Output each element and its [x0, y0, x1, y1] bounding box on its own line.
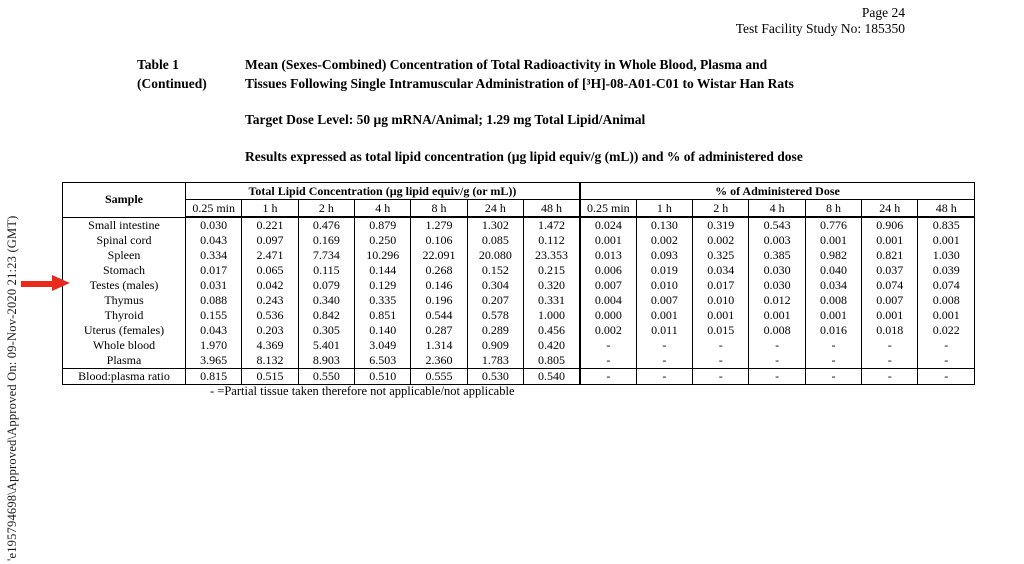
cell-conc: 0.221 [242, 217, 298, 233]
cell-conc: 3.049 [355, 338, 411, 353]
table-label [137, 56, 245, 167]
cell-conc: 0.088 [186, 293, 242, 308]
cell-conc: 2.471 [242, 248, 298, 263]
cell-pct: - [805, 338, 861, 353]
dose-level-line: Target Dose Level: 50 µg mRNA/Animal; 1.29 mg Total Lipid/Animal [245, 111, 646, 127]
cell-pct: 0.074 [918, 278, 975, 293]
cell-pct: 1.030 [918, 248, 975, 263]
cell-conc: 0.851 [355, 308, 411, 323]
cell-pct: 0.319 [693, 217, 749, 233]
cell-conc: 1.000 [524, 308, 580, 323]
cell-pct: 0.017 [693, 278, 749, 293]
cell-conc: 0.079 [298, 278, 354, 293]
arrow-shaft [21, 281, 54, 287]
cell-conc: 0.207 [467, 293, 523, 308]
time-header: 24 h [467, 200, 523, 218]
cell-pct: - [862, 353, 918, 369]
cell-conc: 0.304 [467, 278, 523, 293]
cell-conc: 0.544 [411, 308, 467, 323]
row-label: Blood:plasma ratio [63, 369, 186, 385]
cell-pct: 0.010 [636, 278, 692, 293]
cell-pct: - [636, 338, 692, 353]
cell-conc: 20.080 [467, 248, 523, 263]
time-header: 2 h [693, 200, 749, 218]
sample-column-header: Sample [63, 183, 186, 218]
study-number: Test Facility Study No: 185350 [735, 20, 905, 36]
cell-conc: 0.530 [467, 369, 523, 385]
table-label-line1: Table 1 [137, 57, 179, 72]
cell-pct: - [805, 353, 861, 369]
cell-pct: 0.001 [862, 308, 918, 323]
cell-conc: 7.734 [298, 248, 354, 263]
table-row [63, 353, 975, 369]
cell-pct: 0.019 [636, 263, 692, 278]
time-header: 4 h [355, 200, 411, 218]
cell-pct: 0.543 [749, 217, 805, 233]
cell-pct: 0.001 [805, 233, 861, 248]
cell-conc: 23.353 [524, 248, 580, 263]
cell-pct: 0.000 [580, 308, 636, 323]
cell-pct: 0.024 [580, 217, 636, 233]
cell-conc: 0.031 [186, 278, 242, 293]
cell-pct: 0.002 [580, 323, 636, 338]
cell-pct: 0.004 [580, 293, 636, 308]
cell-conc: 0.340 [298, 293, 354, 308]
row-label: Small intestine [63, 217, 186, 233]
cell-pct: 0.016 [805, 323, 861, 338]
cell-pct: 0.325 [693, 248, 749, 263]
cell-pct: 0.002 [636, 233, 692, 248]
cell-conc: 0.420 [524, 338, 580, 353]
row-label: Spleen [63, 248, 186, 263]
time-header: 48 h [918, 200, 975, 218]
cell-conc: 0.540 [524, 369, 580, 385]
title-line2: Tissues Following Single Intramuscular Administration of [³H]-08-A01-C01 to Wistar Han Rats [245, 75, 794, 91]
time-header: 48 h [524, 200, 580, 218]
cell-conc: 0.043 [186, 323, 242, 338]
cell-conc: 1.970 [186, 338, 242, 353]
cell-pct: 0.015 [693, 323, 749, 338]
cell-conc: 0.456 [524, 323, 580, 338]
cell-pct: 0.001 [862, 233, 918, 248]
cell-conc: 0.250 [355, 233, 411, 248]
cell-conc: 0.805 [524, 353, 580, 369]
cell-conc: 0.030 [186, 217, 242, 233]
table-row [63, 369, 975, 385]
cell-pct: 0.022 [918, 323, 975, 338]
cell-pct: 0.010 [693, 293, 749, 308]
radioactivity-table [62, 182, 975, 385]
row-label: Thyroid [63, 308, 186, 323]
cell-pct: 0.008 [805, 293, 861, 308]
cell-pct: - [749, 369, 805, 385]
row-label: Spinal cord [63, 233, 186, 248]
time-header-row [63, 200, 975, 218]
cell-conc: 10.296 [355, 248, 411, 263]
red-arrow-annotation [21, 275, 70, 292]
arrow-right-icon [52, 275, 70, 291]
cell-conc: 0.203 [242, 323, 298, 338]
cell-pct: - [918, 338, 975, 353]
cell-pct: - [749, 338, 805, 353]
cell-conc: 0.879 [355, 217, 411, 233]
time-header: 8 h [805, 200, 861, 218]
approval-sidebar-text: 'e195794698\Approved\Approved On: 09-Nov-2020 21:23 (GMT) [5, 215, 19, 561]
cell-conc: 0.169 [298, 233, 354, 248]
cell-pct: 0.093 [636, 248, 692, 263]
cell-pct: 0.030 [749, 278, 805, 293]
cell-conc: 0.515 [242, 369, 298, 385]
cell-conc: 0.085 [467, 233, 523, 248]
cell-pct: - [580, 338, 636, 353]
cell-conc: 0.320 [524, 278, 580, 293]
cell-conc: 0.017 [186, 263, 242, 278]
time-header: 8 h [411, 200, 467, 218]
table-row [63, 293, 975, 308]
cell-conc: 0.555 [411, 369, 467, 385]
cell-conc: 0.842 [298, 308, 354, 323]
row-label: Uterus (females) [63, 323, 186, 338]
cell-pct: 0.001 [749, 308, 805, 323]
cell-pct: - [693, 369, 749, 385]
time-header: 0.25 min [186, 200, 242, 218]
cell-conc: 0.115 [298, 263, 354, 278]
cell-conc: 0.155 [186, 308, 242, 323]
cell-conc: 1.783 [467, 353, 523, 369]
cell-pct: - [862, 369, 918, 385]
cell-conc: 0.152 [467, 263, 523, 278]
time-header: 4 h [749, 200, 805, 218]
row-label: Plasma [63, 353, 186, 369]
cell-conc: 0.510 [355, 369, 411, 385]
cell-conc: 2.360 [411, 353, 467, 369]
time-header: 1 h [636, 200, 692, 218]
cell-pct: - [693, 353, 749, 369]
cell-conc: 22.091 [411, 248, 467, 263]
cell-conc: 0.042 [242, 278, 298, 293]
cell-pct: - [805, 369, 861, 385]
table-row [63, 217, 975, 233]
cell-pct: - [749, 353, 805, 369]
table-row [63, 323, 975, 338]
cell-conc: 0.287 [411, 323, 467, 338]
cell-conc: 0.815 [186, 369, 242, 385]
table-body [63, 217, 975, 385]
cell-pct: 0.037 [862, 263, 918, 278]
cell-pct: 0.003 [749, 233, 805, 248]
concentration-group-header: Total Lipid Concentration (µg lipid equiv/g (or mL)) [186, 183, 580, 200]
cell-conc: 0.196 [411, 293, 467, 308]
cell-pct: - [862, 338, 918, 353]
cell-pct: 0.001 [693, 308, 749, 323]
cell-pct: 0.821 [862, 248, 918, 263]
cell-conc: 1.279 [411, 217, 467, 233]
cell-conc: 0.550 [298, 369, 354, 385]
cell-conc: 0.536 [242, 308, 298, 323]
cell-conc: 0.129 [355, 278, 411, 293]
table-row [63, 263, 975, 278]
cell-conc: 0.335 [355, 293, 411, 308]
cell-conc: 8.903 [298, 353, 354, 369]
cell-conc: 4.369 [242, 338, 298, 353]
cell-conc: 1.472 [524, 217, 580, 233]
cell-pct: 0.776 [805, 217, 861, 233]
cell-conc: 0.305 [298, 323, 354, 338]
cell-pct: 0.011 [636, 323, 692, 338]
cell-conc: 0.106 [411, 233, 467, 248]
cell-pct: - [580, 353, 636, 369]
cell-pct: 0.074 [862, 278, 918, 293]
cell-pct: 0.906 [862, 217, 918, 233]
cell-pct: - [693, 338, 749, 353]
cell-pct: 0.006 [580, 263, 636, 278]
cell-pct: 0.001 [580, 233, 636, 248]
cell-conc: 0.476 [298, 217, 354, 233]
page-header [736, 5, 905, 37]
time-header: 24 h [862, 200, 918, 218]
cell-conc: 0.331 [524, 293, 580, 308]
cell-conc: 0.334 [186, 248, 242, 263]
cell-conc: 5.401 [298, 338, 354, 353]
table-label-line2: (Continued) [137, 75, 207, 91]
cell-conc: 0.243 [242, 293, 298, 308]
row-label: Whole blood [63, 338, 186, 353]
group-header-row [63, 183, 975, 200]
table-row [63, 233, 975, 248]
cell-conc: 1.302 [467, 217, 523, 233]
table-row [63, 248, 975, 263]
cell-conc: 0.146 [411, 278, 467, 293]
time-header: 2 h [298, 200, 354, 218]
row-label: Stomach [63, 263, 186, 278]
cell-pct: - [636, 369, 692, 385]
cell-conc: 0.268 [411, 263, 467, 278]
cell-pct: 0.018 [862, 323, 918, 338]
time-header: 1 h [242, 200, 298, 218]
cell-pct: 0.008 [918, 293, 975, 308]
cell-conc: 0.097 [242, 233, 298, 248]
table-row [63, 338, 975, 353]
cell-conc: 0.144 [355, 263, 411, 278]
cell-pct: 0.001 [636, 308, 692, 323]
cell-pct: 0.007 [580, 278, 636, 293]
cell-pct: 0.013 [580, 248, 636, 263]
cell-pct: 0.039 [918, 263, 975, 278]
cell-conc: 8.132 [242, 353, 298, 369]
cell-conc: 0.043 [186, 233, 242, 248]
cell-conc: 0.289 [467, 323, 523, 338]
cell-conc: 3.965 [186, 353, 242, 369]
cell-pct: 0.030 [749, 263, 805, 278]
table-title [245, 56, 803, 167]
cell-pct: 0.034 [693, 263, 749, 278]
time-header: 0.25 min [580, 200, 636, 218]
cell-pct: 0.008 [749, 323, 805, 338]
cell-pct: - [918, 369, 975, 385]
cell-pct: 0.012 [749, 293, 805, 308]
cell-pct: 0.130 [636, 217, 692, 233]
cell-pct: 0.001 [918, 233, 975, 248]
cell-conc: 0.140 [355, 323, 411, 338]
page-number: Page 24 [861, 5, 905, 20]
cell-pct: - [636, 353, 692, 369]
row-label: Testes (males) [63, 278, 186, 293]
title-block [137, 56, 803, 167]
results-expression-line: Results expressed as total lipid concentration (µg lipid equiv/g (mL)) and % of administered dose [245, 148, 803, 164]
cell-conc: 0.215 [524, 263, 580, 278]
cell-pct: - [580, 369, 636, 385]
cell-conc: 0.909 [467, 338, 523, 353]
cell-pct: 0.001 [918, 308, 975, 323]
percent-dose-group-header: % of Administered Dose [580, 183, 975, 200]
cell-pct: 0.034 [805, 278, 861, 293]
cell-pct: 0.001 [805, 308, 861, 323]
cell-pct: 0.385 [749, 248, 805, 263]
cell-pct: 0.040 [805, 263, 861, 278]
cell-pct: 0.982 [805, 248, 861, 263]
cell-pct: 0.007 [636, 293, 692, 308]
cell-pct: 0.007 [862, 293, 918, 308]
cell-conc: 0.065 [242, 263, 298, 278]
cell-pct: 0.835 [918, 217, 975, 233]
cell-conc: 0.578 [467, 308, 523, 323]
row-label: Thymus [63, 293, 186, 308]
table-row [63, 278, 975, 293]
cell-conc: 1.314 [411, 338, 467, 353]
table-footnote: - =Partial tissue taken therefore not applicable/not applicable [210, 384, 515, 398]
cell-conc: 6.503 [355, 353, 411, 369]
title-line1: Mean (Sexes-Combined) Concentration of Total Radioactivity in Whole Blood, Plasma and [245, 57, 768, 72]
cell-pct: 0.002 [693, 233, 749, 248]
cell-pct: - [918, 353, 975, 369]
table-row [63, 308, 975, 323]
cell-conc: 0.112 [524, 233, 580, 248]
